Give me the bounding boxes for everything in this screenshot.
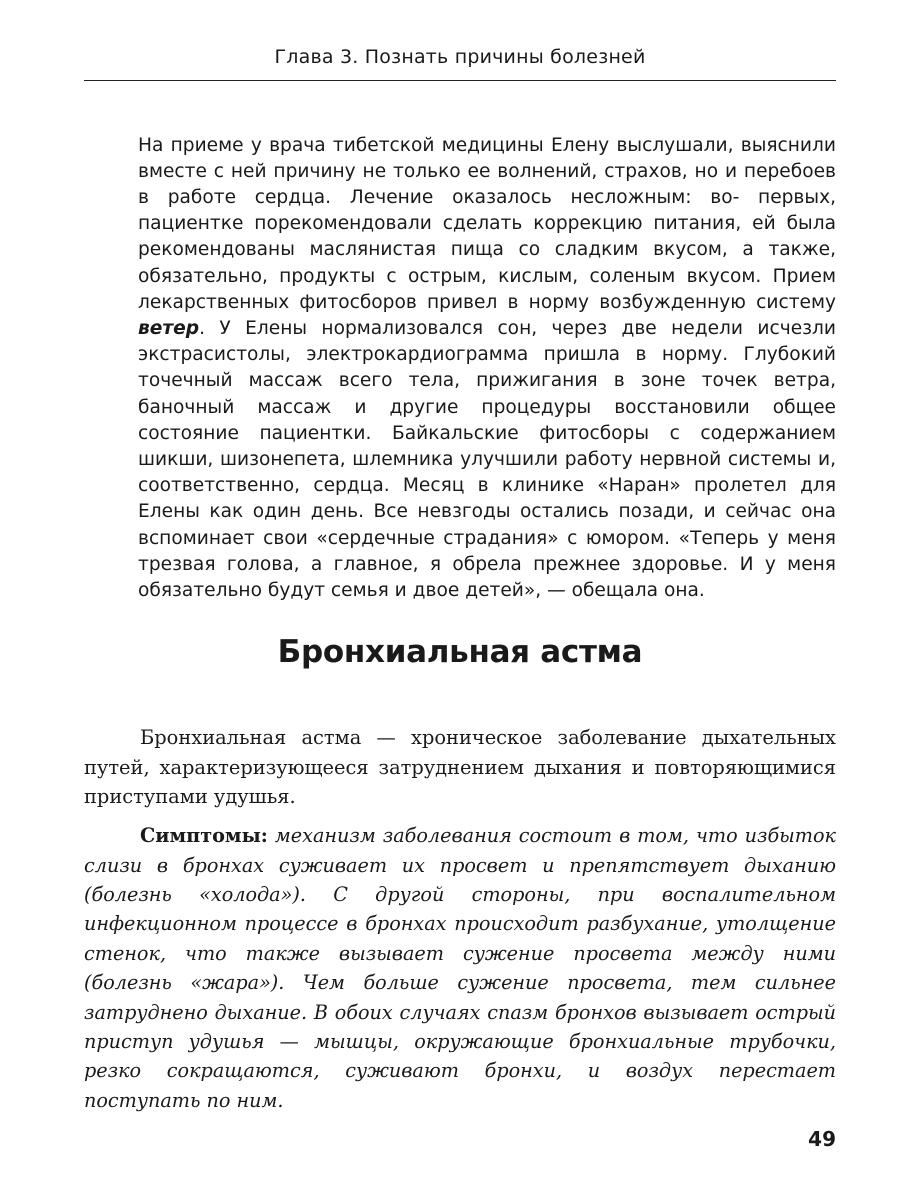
running-header: Глава 3. Познать причины болезней xyxy=(274,46,646,68)
page-number: 49 xyxy=(808,1127,836,1151)
emphasized-term: ветер xyxy=(138,318,200,340)
symptoms-text: механизм заболевания состоит в том, что избыток слизи в бронхах суживает их просвет и препятствует дыханию (болезнь «холода»). С другой стороны, при воспалительном инфекционном процессе в бронхах происходит разбухание, утолщение стенок, что также вызывает сужение просвета между ними (болезнь «жара»). Чем больше сужение просвета, тем сильнее затруднено дыхание. В обоих случаях спазм бронхов вызывает острый приступ удушья — мышцы, окружающие бронхиальные трубочки, резко сокращаются, суживают бронхи, и воздух перестает поступать по ним. xyxy=(84,824,836,1112)
symptoms-label: Симптомы: xyxy=(140,824,268,848)
story-text-part-1: На приеме у врача тибетской медицины Елену выслушали, выяснили вместе с ней причину не только ее волнений, страхов, но и перебоев в работе сердца. Лечение оказалось несложным: во- первых, пациентке порекомендовали сделать коррекцию питания, ей была рекомендованы маслянистая пища со сладким вкусом, а также, обязательно, продукты с острым, кислым, соленым вкусом. Прием лекарственных фитосборов привел в норму возбужденную систему xyxy=(138,134,836,313)
header-divider xyxy=(84,80,836,81)
section-title: Бронхиальная астма xyxy=(277,634,643,670)
story-text-part-2: . У Елены нормализовался сон, через две недели исчезли экстрасистолы, электрокардиограмма пришла в норму. Глубокий точечный массаж всего тела, прижигания в зоне точек ветра, баночный массаж и другие процедуры восстановили общее состояние пациентки. Байкальские фитосборы с содержанием шикши, шизонепета, шлемника улучшили работу нервной системы и, соответственно, сердца. Месяц в клинике «Наран» пролетел для Елены как один день. Все невзгоды остались позади, и сейчас она вспоминает свои «сердечные страдания» с юмором. «Теперь у меня трезвая голова, а главное, я обрела прежнее здоровье. И у меня обязательно будут семья и двое детей», — обещала она. xyxy=(138,318,836,602)
definition-paragraph: Бронхиальная астма — хроническое заболевание дыхательных путей, характеризующееся затруднением дыхания и повторяющимися приступами удушья. xyxy=(84,726,836,808)
story-paragraph xyxy=(138,133,836,605)
symptoms-paragraph xyxy=(84,821,836,1115)
